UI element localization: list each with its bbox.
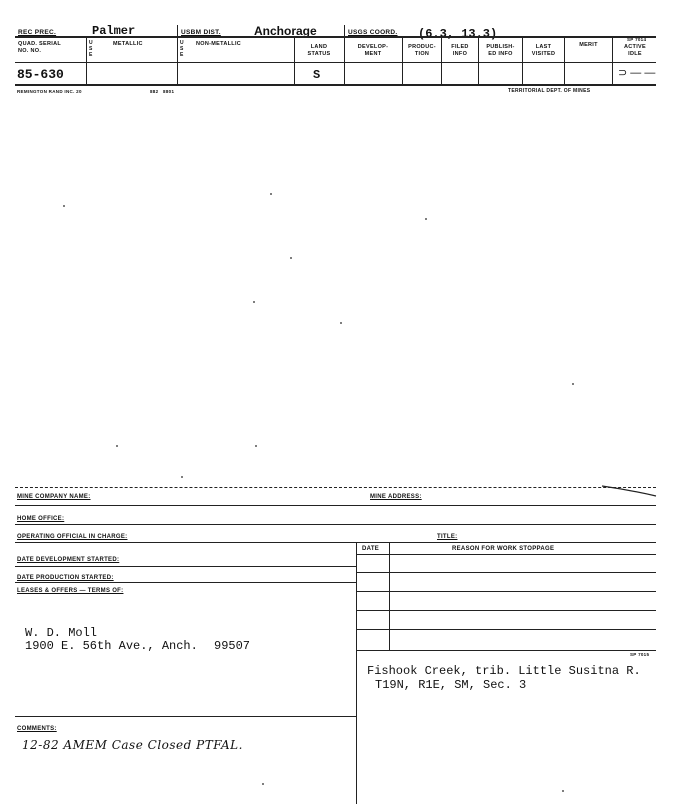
quad-serial-value: 85-630 — [17, 67, 64, 82]
location-line2: T19N, R1E, SM, Sec. 3 — [375, 678, 527, 692]
row-bottom-rule — [15, 84, 656, 86]
col-non-metallic: NON-METALLIC — [196, 41, 242, 47]
owner-address: 1900 E. 56th Ave., Anch. — [25, 639, 198, 653]
date-development-label: DATE DEVELOPMENT STARTED: — [17, 557, 120, 563]
col-published-info: PUBLISH- ED INFO — [486, 44, 515, 57]
rec-prec-value: Palmer — [92, 24, 136, 38]
mine-address-label: MINE ADDRESS: — [370, 494, 422, 500]
corner-curve — [600, 484, 658, 498]
date-label: DATE — [362, 546, 380, 552]
comments-label: COMMENTS: — [17, 726, 57, 732]
usbm-dist-value: Anchorage — [254, 24, 317, 38]
col-last-visited: LAST VISITED — [531, 44, 556, 57]
land-status-value: S — [313, 68, 321, 82]
operating-official-label: OPERATING OFFICIAL IN CHARGE: — [17, 534, 128, 540]
col-filed-info: FILED INFO — [451, 44, 469, 57]
header-rule — [15, 36, 656, 38]
col-use-nonmetallic: U S E — [180, 40, 184, 58]
title-label: TITLE: — [437, 534, 458, 540]
printer-codes: 882 8801 — [150, 89, 175, 94]
rec-prec-label: REC PREC. — [18, 29, 57, 36]
usbm-dist-label: USBM DIST. — [181, 29, 221, 36]
printer-imprint: REMINGTON RAND INC. 20 — [17, 89, 82, 94]
col-development: DEVELOP- MENT — [357, 44, 389, 57]
reason-label: REASON FOR WORK STOPPAGE — [452, 546, 555, 552]
col-use-metallic: U S E — [89, 40, 93, 58]
form-number-bottom: SP 7015 — [630, 652, 650, 657]
col-metallic: METALLIC — [113, 41, 143, 47]
department-imprint: TERRITORIAL DEPT. OF MINES — [508, 88, 591, 94]
column-header-rule — [15, 62, 656, 63]
col-quad-serial: QUAD. SERIAL NO. NO. — [18, 41, 62, 54]
owner-zip: 99507 — [214, 639, 251, 653]
col-land-status: LAND STATUS — [307, 44, 331, 57]
leases-label: LEASES & OFFERS — TERMS OF: — [17, 588, 124, 594]
date-production-label: DATE PRODUCTION STARTED: — [17, 575, 114, 581]
col-active-idle: ACTIVE IDLE — [624, 44, 646, 57]
owner-name: W. D. Moll — [25, 626, 98, 640]
comments-handwritten: 12-82 AMEM Case Closed PTFAL. — [22, 738, 243, 752]
usgs-coord-label: USGS COORD. — [348, 29, 398, 36]
location-line1: Fishook Creek, trib. Little Susitna R. — [367, 664, 641, 678]
col-merit: MERIT — [579, 42, 598, 48]
mine-company-name-label: MINE COMPANY NAME: — [17, 494, 91, 500]
col-production: PRODUC- TION — [408, 44, 436, 57]
active-idle-mark: ⊃ — — — [618, 67, 656, 79]
home-office-label: HOME OFFICE: — [17, 516, 65, 522]
form-number-top: SP 7014 — [627, 37, 647, 42]
usgs-coord-value: (6.3, 13.3) — [418, 27, 498, 41]
